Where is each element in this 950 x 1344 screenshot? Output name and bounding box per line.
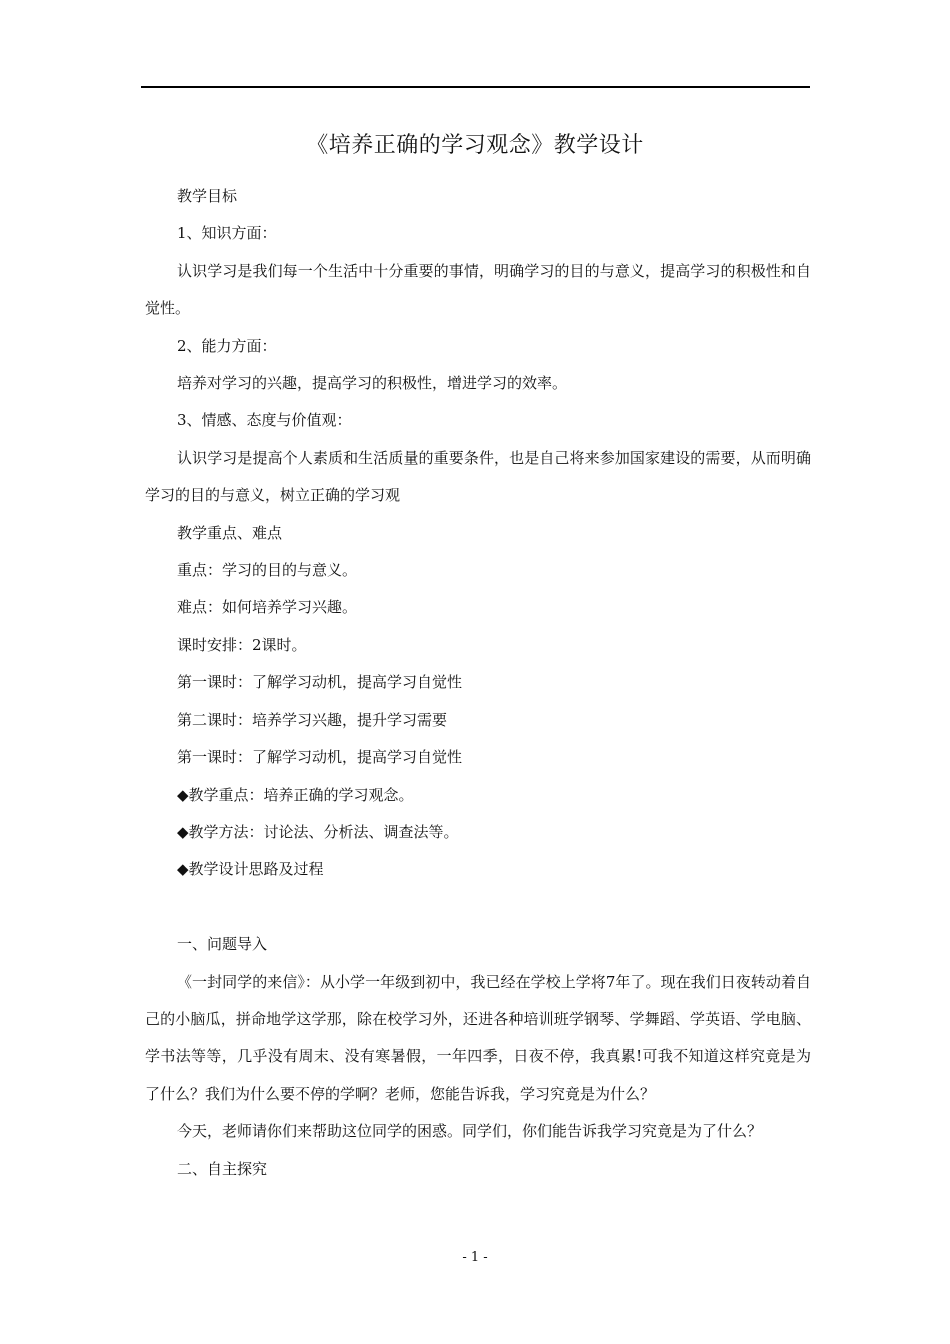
blank-line (145, 889, 811, 926)
paragraph: 教学目标 (177, 187, 238, 205)
paragraph: ◆教学方法：讨论法、分析法、调查法等。 (177, 822, 459, 841)
paragraph: 课时安排：2课时。 (177, 635, 307, 654)
paragraph: 2、能力方面： (177, 336, 277, 355)
paragraph: 第一课时：了解学习动机，提高学习自觉性 (177, 748, 463, 767)
paragraph: 今天，老师请你们来帮助这位同学的困惑。同学们，你们能告诉我学习究竟是为了什么？ (177, 1122, 763, 1141)
paragraph: 二、自主探究 (177, 1159, 268, 1178)
paragraph: 第一课时：了解学习动机，提高学习自觉性 (177, 673, 463, 692)
paragraph: 一、问题导入 (177, 935, 268, 954)
paragraph: 1、知识方面： (177, 224, 277, 243)
paragraph: 认识学习是我们每一个生活中十分重要的事情，明确学习的目的与意义，提高学习的积极性和自觉性。 (145, 261, 811, 318)
paragraph: 认识学习是提高个人素质和生活质量的重要条件，也是自己将来参加国家建设的需要，从而明确学习的目的与意义，树立正确的学习观 (145, 448, 811, 505)
paragraph: ◆教学设计思路及过程 (177, 860, 324, 879)
paragraph: 3、情感、态度与价值观： (177, 411, 352, 430)
paragraph: 第二课时：培养学习兴趣，提升学习需要 (177, 710, 448, 729)
document-body (145, 178, 811, 1188)
paragraph: 教学重点、难点 (177, 523, 283, 542)
page-number: - 1 - (462, 1250, 488, 1265)
paragraph: 《一封同学的来信》：从小学一年级到初中，我已经在学校上学将7年了。现在我们日夜转动着自己的小脑瓜，拼命地学这学那，除在校学习外，还进各种培训班学钢琴、学舞蹈、学英语、学电脑、学书法等等，几乎没有周末、没有寒暑假，一年四季，日夜不停，我真累!可我不知道这样究竟是为了什么？我们为什么要不停的学啊？老师，您能告诉我，学习究竟是为什么？ (145, 972, 811, 1103)
document-title: 《培养正确的学习观念》教学设计 (306, 133, 644, 158)
header-rule (141, 86, 810, 88)
paragraph: 难点：如何培养学习兴趣。 (177, 598, 358, 617)
paragraph: 重点：学习的目的与意义。 (177, 561, 358, 580)
paragraph: 培养对学习的兴趣，提高学习的积极性，增进学习的效率。 (177, 374, 568, 393)
paragraph: ◆教学重点：培养正确的学习观念。 (177, 785, 414, 804)
